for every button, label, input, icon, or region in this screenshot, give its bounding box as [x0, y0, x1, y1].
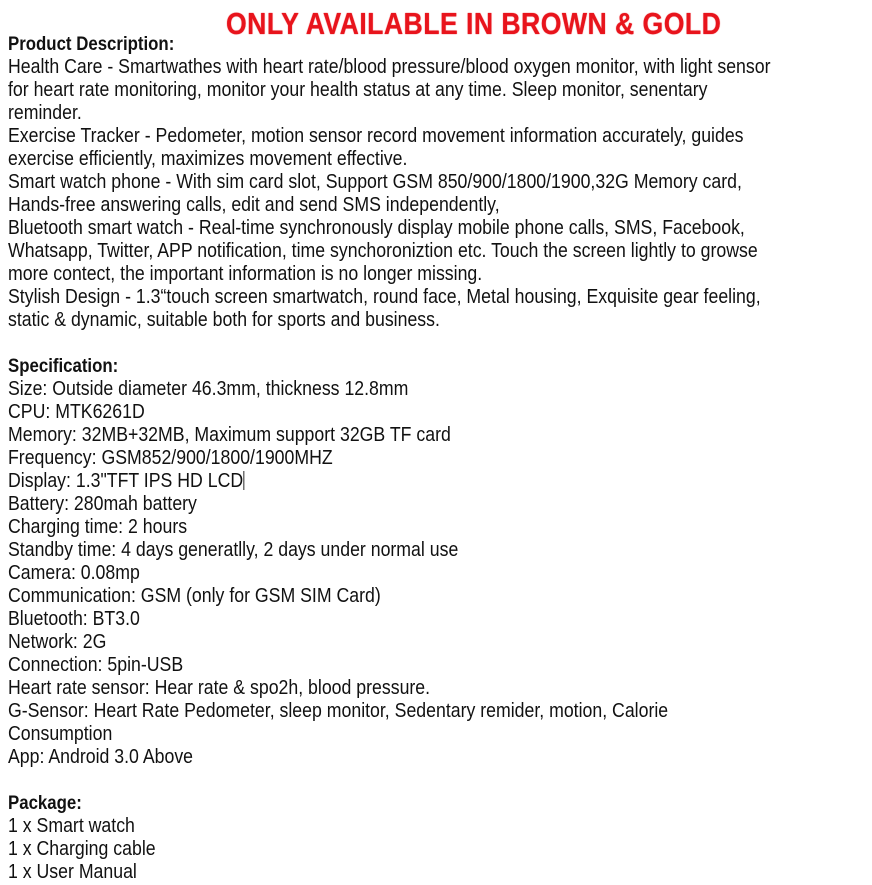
description-line: Stylish Design - 1.3“touch screen smartwatch, round face, Metal housing, Exquisite gear feeling, — [8, 286, 761, 308]
description-line: Exercise Tracker - Pedometer, motion sensor record movement information accurately, guides — [8, 125, 744, 147]
spec-line: Standby time: 4 days generatlly, 2 days under normal use — [8, 539, 459, 561]
spec-line: Connection: 5pin-USB — [8, 654, 184, 676]
spec-line: Camera: 0.08mp — [8, 562, 140, 584]
description-body — [8, 56, 872, 332]
description-line: Bluetooth smart watch - Real-time synchronously display mobile phone calls, SMS, Facebook, — [8, 217, 745, 239]
product-document — [8, 33, 872, 884]
spec-line: Network: 2G — [8, 631, 107, 653]
spec-line: Heart rate sensor: Hear rate & spo2h, blood pressure. — [8, 677, 431, 699]
description-line: Whatsapp, Twitter, APP notification, time synchoroniztion etc. Touch the screen lightly to growse — [8, 240, 758, 262]
spec-line: G-Sensor: Heart Rate Pedometer, sleep monitor, Sedentary remider, motion, Calorie — [8, 700, 669, 722]
spec-line-display[interactable] — [8, 470, 872, 493]
package-line: 1 x Smart watch — [8, 815, 135, 837]
spec-line: App: Android 3.0 Above — [8, 746, 194, 768]
specification-body — [8, 378, 872, 769]
package-line: 1 x User Manual — [8, 861, 137, 883]
spec-line: Communication: GSM (only for GSM SIM Card) — [8, 585, 381, 607]
spec-display-text: Display: 1.3"TFT IPS HD LCD — [8, 470, 244, 492]
description-line: for heart rate monitoring, monitor your health status at any time. Sleep monitor, senentary — [8, 79, 708, 101]
package-line: 1 x Charging cable — [8, 838, 156, 860]
text-cursor — [243, 471, 244, 490]
spec-line: Size: Outside diameter 46.3mm, thickness 12.8mm — [8, 378, 409, 400]
spec-line: Bluetooth: BT3.0 — [8, 608, 140, 630]
description-line: Smart watch phone - With sim card slot, Support GSM 850/900/1800/1900,32G Memory card, — [8, 171, 742, 193]
description-line: Health Care - Smartwathes with heart rate/blood pressure/blood oxygen monitor, with light sensor — [8, 56, 771, 78]
spec-line: CPU: MTK6261D — [8, 401, 145, 423]
package-heading: Package: — [8, 793, 82, 814]
spec-line: Battery: 280mah battery — [8, 493, 197, 515]
section-gap — [8, 332, 872, 355]
spec-line: Charging time: 2 hours — [8, 516, 188, 538]
specification-heading: Specification: — [8, 356, 119, 377]
package-body — [8, 815, 872, 884]
spec-line: Frequency: GSM852/900/1800/1900MHZ — [8, 447, 333, 469]
section-gap — [8, 769, 872, 792]
description-line: exercise efficiently, maximizes movement effective. — [8, 148, 408, 170]
spec-line: Consumption — [8, 723, 113, 745]
availability-banner: ONLY AVAILABLE IN BROWN & GOLD — [226, 6, 722, 41]
spec-line: Memory: 32MB+32MB, Maximum support 32GB TF card — [8, 424, 451, 446]
description-line: static & dynamic, suitable both for sports and business. — [8, 309, 440, 331]
description-line: Hands-free answering calls, edit and send SMS independently, — [8, 194, 500, 216]
description-line: reminder. — [8, 102, 82, 124]
description-line: more contect, the important information is no longer missing. — [8, 263, 483, 285]
description-heading: Product Description: — [8, 34, 175, 55]
